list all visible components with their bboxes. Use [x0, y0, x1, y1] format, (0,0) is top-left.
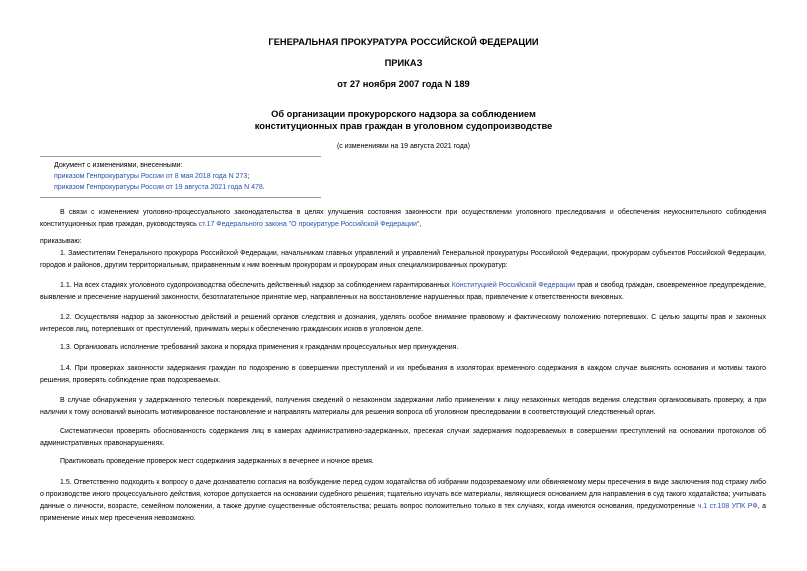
change-punct: . [262, 184, 265, 191]
change-link[interactable]: приказом Генпрокуратуры России от 8 мая 2018 года N 273 [54, 173, 248, 180]
document-date-number: от 27 ноября 2007 года N 189 [337, 79, 470, 89]
paragraph-1-1 [40, 280, 766, 304]
law-link[interactable]: ст.17 Федерального закона "О прокуратуре Российской Федерации" [198, 221, 420, 228]
document-type: ПРИКАЗ [384, 58, 423, 68]
constitution-link[interactable]: Конституцией Российской Федерации [451, 282, 576, 289]
order-word: приказываю: [40, 238, 82, 245]
changes-caption: Документ с изменениями, внесенными: [54, 162, 183, 169]
paragraph-text: прав и свобод граждан, своевременное предупреждение, выявление и пресечение нарушений законности, безотлагательное принятие мер, направленных на восстановление нарушенных прав, привлечение к ответственности виновных. [40, 282, 766, 301]
paragraph-text: 1.5. Ответственно подходить к вопросу о даче дознавателю согласия на возбуждение перед судом ходатайства об избрании подозреваемому или обвиняемому меры пресечения в виде заключения под стражу либо о производстве иного процессуального действия, которое допускается на основании судебного решения; тщательно изучать все материалы, являющиеся основанием для направления в суд такого ходатайства; учитывать данные о личности, возрасте, семейном положении, а также другие существенные обстоятельства; решать вопрос положительно только в тех случаях, когда имеются основания, предусмотренные [40, 479, 766, 510]
intro-paragraph [40, 207, 766, 231]
changes-top-divider [40, 156, 321, 157]
revision-note: (с изменениями на 19 августа 2021 года) [336, 143, 471, 150]
changes-bottom-divider [40, 197, 321, 198]
paragraph-1-2: 1.2. Осуществляя надзор за законностью действий и решений органов следствия и дознания, уделять особое внимание правовому и фактическому положению потерпевших. С целью защиты прав и законных интересов лиц, потерпевших от преступлений, принимать меры к обеспечению гражданских исков в уголовном деле. [40, 314, 766, 333]
document-title-line-1: Об организации прокурорского надзора за соблюдением [271, 109, 536, 119]
change-punct: ; [247, 173, 250, 180]
paragraph-1-5 [40, 477, 766, 525]
paragraph-systematic-checks: Систематически проверять обоснованность содержания лиц в камерах административно-задержанных, пресекая случаи задержания подозреваемых в совершении преступлений на основании протоколов об административных правонарушениях. [40, 428, 766, 447]
intro-tail: , [419, 221, 422, 228]
code-article-link[interactable]: ч.1 ст.108 УПК РФ [697, 503, 758, 510]
paragraph-1-3: 1.3. Организовать исполнение требований закона и порядка применения к гражданам процессуальных мер принуждения. [60, 344, 459, 351]
paragraph-1-4: 1.4. При проверках законности задержания граждан по подозрению в совершении преступлений и их пребывания в изоляторах временного содержания в каждом случае выяснять основания и мотивы такого решения, проверять соблюдение прав подозреваемых. [40, 365, 766, 384]
paragraph-text: , а применение иных мер пресечения невозможно. [40, 503, 766, 522]
change-link[interactable]: приказом Генпрокуратуры России от 19 августа 2021 года N 478 [54, 184, 263, 191]
document-title-line-2: конституционных прав граждан в уголовном судопроизводстве [254, 121, 553, 131]
intro-text: В связи с изменением уголовно-процессуального законодательства в целях улучшения состояния законности при осуществлении уголовного преследования и обеспечения неукоснительного соблюдения конституционных прав граждан, руководствуясь [40, 209, 766, 228]
paragraph-text: 1.1. На всех стадиях уголовного судопроизводства обеспечить действенный надзор за соблюдением гарантированных [60, 282, 452, 289]
paragraph-injuries: В случае обнаружения у задержанного телесных повреждений, получения сведений о незаконном задержании либо применении к лицу незаконных методов ведения следствия организовывать проверку, а при наличии к тому оснований выносить мотивированное постановление и направлять материалы для решения вопроса об уголовном преследовании в соответствующий следственный орган. [40, 397, 766, 416]
paragraph-night-checks: Практиковать проведение проверок мест содержания задержанных в вечернее и ночное время. [60, 458, 374, 465]
paragraph-1: 1. Заместителям Генерального прокурора Российской Федерации, начальникам главных управлений и управлений Генеральной прокуратуры Российской Федерации, прокурорам субъектов Российской Федерации, городов и районов, другим территориальным, приравненным к ним военным прокурорам и прокурорам иных специализированных прокуратур: [40, 250, 766, 269]
issuing-authority: ГЕНЕРАЛЬНАЯ ПРОКУРАТУРА РОССИЙСКОЙ ФЕДЕРАЦИИ [268, 37, 539, 47]
change-item [54, 172, 249, 181]
change-item [54, 183, 265, 192]
